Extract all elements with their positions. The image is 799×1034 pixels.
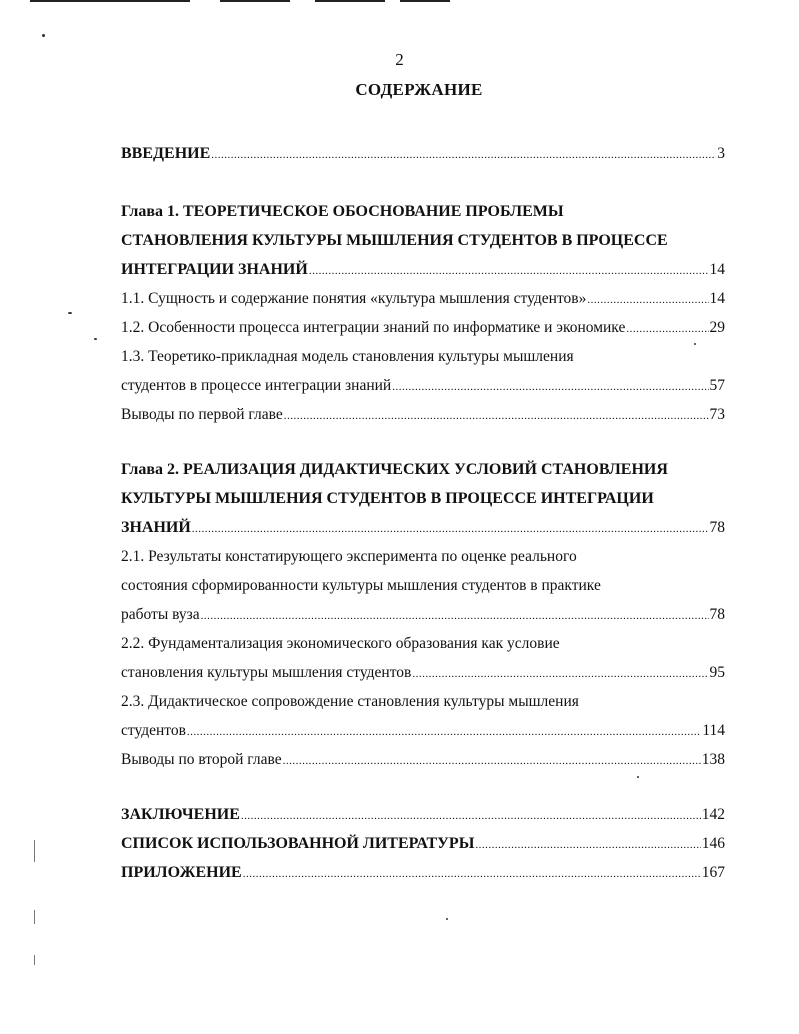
- toc-section-2-2[interactable]: [121, 655, 725, 684]
- toc-section-1-3[interactable]: [121, 339, 725, 368]
- toc-entry-title: Глава 1. ТЕОРЕТИЧЕСКОЕ ОБОСНОВАНИЕ ПРОБЛЕМЫ: [121, 203, 564, 220]
- toc-chapter-2-line[interactable]: [121, 452, 725, 481]
- toc-entry-conclusion[interactable]: [121, 797, 725, 826]
- toc-entry-title: студентов в процессе интеграции знаний: [121, 377, 392, 394]
- toc-entry-title: становления культуры мышления студентов: [121, 664, 412, 681]
- toc-page-number: 14: [709, 290, 725, 307]
- toc-entry-appendix[interactable]: [121, 855, 725, 884]
- toc-entry-title: 1.3. Теоретико-прикладная модель становления культуры мышления: [121, 348, 574, 365]
- toc-page-number: 95: [709, 664, 725, 681]
- toc-entry-title: ИНТЕГРАЦИИ ЗНАНИЙ: [121, 261, 308, 278]
- scan-top-edge: [30, 0, 450, 3]
- toc-entry-title: ЗАКЛЮЧЕНИЕ: [121, 806, 240, 823]
- toc-section-2-1[interactable]: [121, 539, 725, 568]
- leader-dots: [283, 749, 701, 771]
- toc-section-2-2[interactable]: [121, 626, 725, 655]
- toc-page-number: 78: [709, 606, 725, 623]
- leader-dots: [587, 288, 708, 310]
- leader-dots: [241, 804, 701, 826]
- toc-entry-title: ЗНАНИЙ: [121, 519, 191, 536]
- toc-entry-title: Выводы по первой главе: [121, 406, 283, 423]
- leader-dots: [309, 259, 709, 281]
- toc-entry-title: Глава 2. РЕАЛИЗАЦИЯ ДИДАКТИЧЕСКИХ УСЛОВИЙ СТАНОВЛЕНИЯ: [121, 461, 668, 478]
- toc-section-2-3[interactable]: [121, 713, 725, 742]
- leader-dots: [201, 604, 709, 626]
- toc-page-number: 138: [701, 751, 725, 768]
- toc-page-number: 57: [709, 377, 725, 394]
- toc-page-number: 167: [701, 864, 725, 881]
- toc-entry-title: ВВЕДЕНИЕ: [121, 145, 211, 162]
- toc-entry-title: КУЛЬТУРЫ МЫШЛЕНИЯ СТУДЕНТОВ В ПРОЦЕССЕ ИНТЕГРАЦИИ: [121, 490, 654, 507]
- scan-speck: [42, 34, 45, 37]
- toc-summary-chapter-2[interactable]: [121, 742, 725, 771]
- toc-chapter-1-block: [121, 194, 725, 426]
- toc-entry-title: 1.1. Сущность и содержание понятия «культура мышления студентов»: [121, 290, 587, 307]
- toc-entry-title: студентов: [121, 722, 186, 739]
- leader-dots: [211, 143, 716, 165]
- leader-dots: [475, 833, 700, 855]
- scan-speck: [446, 918, 448, 920]
- scan-speck: [68, 312, 72, 314]
- toc-entry-title: СПИСОК ИСПОЛЬЗОВАННОЙ ЛИТЕРАТУРЫ: [121, 835, 475, 852]
- toc-end-block: [121, 797, 725, 884]
- toc-chapter-1-line[interactable]: [121, 194, 725, 223]
- toc-section-1-3[interactable]: [121, 368, 725, 397]
- page-title: СОДЕРЖАНИЕ: [355, 80, 483, 99]
- toc-page-number: 142: [701, 806, 725, 823]
- toc-chapter-2-line[interactable]: [121, 481, 725, 510]
- toc-entry-title: ПРИЛОЖЕНИЕ: [121, 864, 242, 881]
- leader-dots: [187, 720, 701, 742]
- toc-entry-title: 1.2. Особенности процесса интеграции знаний по информатике и экономике: [121, 319, 626, 336]
- scan-edge-mark: [34, 955, 35, 965]
- toc-section-1-2[interactable]: [121, 310, 725, 339]
- toc-entry-title: работы вуза: [121, 606, 200, 623]
- toc-entry-title: Выводы по второй главе: [121, 751, 282, 768]
- toc-entry-title: 2.3. Дидактическое сопровождение становления культуры мышления: [121, 693, 579, 710]
- toc-page-number: 114: [702, 722, 725, 739]
- toc-section-1-1[interactable]: [121, 281, 725, 310]
- leader-dots: [392, 375, 708, 397]
- toc-page-number: 14: [709, 261, 725, 278]
- toc-chapter-2-block: [121, 452, 725, 771]
- toc-page-number: 146: [701, 835, 725, 852]
- leader-dots: [192, 517, 709, 539]
- scan-speck: [94, 338, 97, 340]
- toc-section-2-1[interactable]: [121, 597, 725, 626]
- leader-dots: [243, 862, 701, 884]
- scan-edge-mark: [34, 910, 35, 924]
- toc-intro-block: [121, 136, 725, 165]
- toc-chapter-1-line[interactable]: [121, 252, 725, 281]
- toc-entry-title: СТАНОВЛЕНИЯ КУЛЬТУРЫ МЫШЛЕНИЯ СТУДЕНТОВ В ПРОЦЕССЕ: [121, 232, 668, 249]
- leader-dots: [412, 662, 708, 684]
- toc-page-number: 3: [717, 145, 725, 162]
- leader-dots: [284, 404, 709, 426]
- page-number: 2: [395, 50, 404, 69]
- toc-chapter-1-line[interactable]: [121, 223, 725, 252]
- toc-section-2-3[interactable]: [121, 684, 725, 713]
- toc-entry-references[interactable]: [121, 826, 725, 855]
- toc-entry-title: 2.1. Результаты констатирующего эксперимента по оценке реального: [121, 548, 577, 565]
- scan-speck: [637, 776, 639, 778]
- toc-page-number: 78: [709, 519, 725, 536]
- leader-dots: [626, 317, 708, 339]
- toc-entry-title: 2.2. Фундаментализация экономического образования как условие: [121, 635, 560, 652]
- toc-section-2-1[interactable]: [121, 568, 725, 597]
- toc-page-number: 73: [709, 406, 725, 423]
- toc-entry-title: состояния сформированности культуры мышления студентов в практике: [121, 577, 601, 594]
- toc-page-number: 29: [709, 319, 725, 336]
- toc-entry-intro[interactable]: [121, 136, 725, 165]
- scan-edge-mark: [34, 840, 35, 862]
- toc-summary-chapter-1[interactable]: [121, 397, 725, 426]
- toc-chapter-2-line[interactable]: [121, 510, 725, 539]
